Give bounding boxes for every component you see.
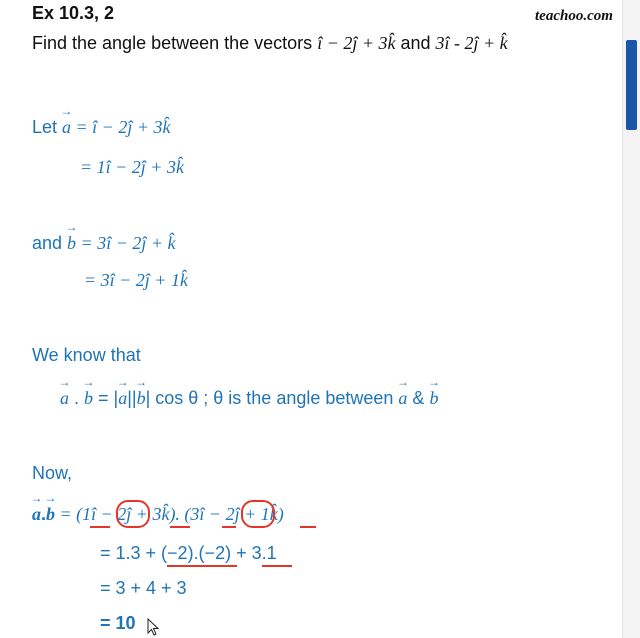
now-a: → a (32, 504, 41, 525)
page-title: Ex 10.3, 2 (32, 3, 115, 23)
annotation-underline-4 (300, 526, 316, 528)
formula-eq: = | (93, 388, 119, 408)
let-expr-1: = î − 2ĵ + 3k̂ (71, 117, 171, 137)
annotation-underline-5 (167, 565, 237, 567)
let-label: Let (32, 117, 63, 137)
now-b: → b (46, 504, 55, 525)
mouse-cursor-icon (147, 618, 159, 636)
let-expr-2: = 1î − 2ĵ + 3k̂ (80, 157, 184, 177)
scrollbar-thumb[interactable] (626, 40, 637, 130)
annotation-circle-1 (116, 500, 150, 528)
question-prefix: Find the angle between the vectors (32, 33, 318, 53)
step-2: = 3 + 4 + 3 (100, 578, 187, 598)
dot-product-formula (60, 388, 438, 409)
brand-logo: teachoo.com (535, 8, 613, 24)
formula-mid: || (127, 388, 137, 408)
annotation-circle-2 (241, 500, 275, 528)
annotation-underline-6 (262, 565, 292, 567)
now-dot: . (41, 504, 47, 524)
and-line (32, 233, 175, 254)
formula-b-magnitude: → b (137, 388, 146, 409)
and-label: and (32, 233, 68, 253)
now-heading: Now, (32, 463, 73, 483)
vector-a-symbol: → a (62, 117, 71, 138)
step-1: = 1.3 + (−2).(−2) + 3.1 (100, 543, 277, 563)
question-text (32, 33, 508, 54)
question-mid: and (395, 33, 436, 53)
formula-b-end: → b (429, 388, 438, 409)
now-rhs: = (1î − 2ĵ + 3k̂). (3î − 2ĵ + 1k̂) (55, 504, 284, 524)
vector-b-symbol: → b (67, 233, 76, 254)
and-expr-2: = 3î − 2ĵ + 1k̂ (84, 270, 188, 290)
formula-a-end: → a (398, 388, 407, 409)
formula-rest: | cos θ ; θ is the angle between (145, 388, 399, 408)
let-line (32, 117, 170, 138)
formula-heading: We know that (32, 345, 141, 365)
question-vector-2: 3î - 2ĵ + k̂ (435, 33, 508, 53)
question-vector-1: î − 2ĵ + 3k̂ (317, 33, 396, 53)
formula-a: → a (60, 388, 69, 409)
formula-amp: & (407, 388, 430, 408)
formula-b: → b (84, 388, 93, 409)
result: = 10 (100, 613, 136, 633)
annotation-underline-3 (222, 526, 236, 528)
and-expr-1: = 3î − 2ĵ + k̂ (76, 233, 176, 253)
formula-a-magnitude: → a (118, 388, 127, 409)
formula-dot: . (69, 388, 85, 408)
annotation-underline-1 (90, 526, 110, 528)
annotation-underline-2 (170, 526, 190, 528)
